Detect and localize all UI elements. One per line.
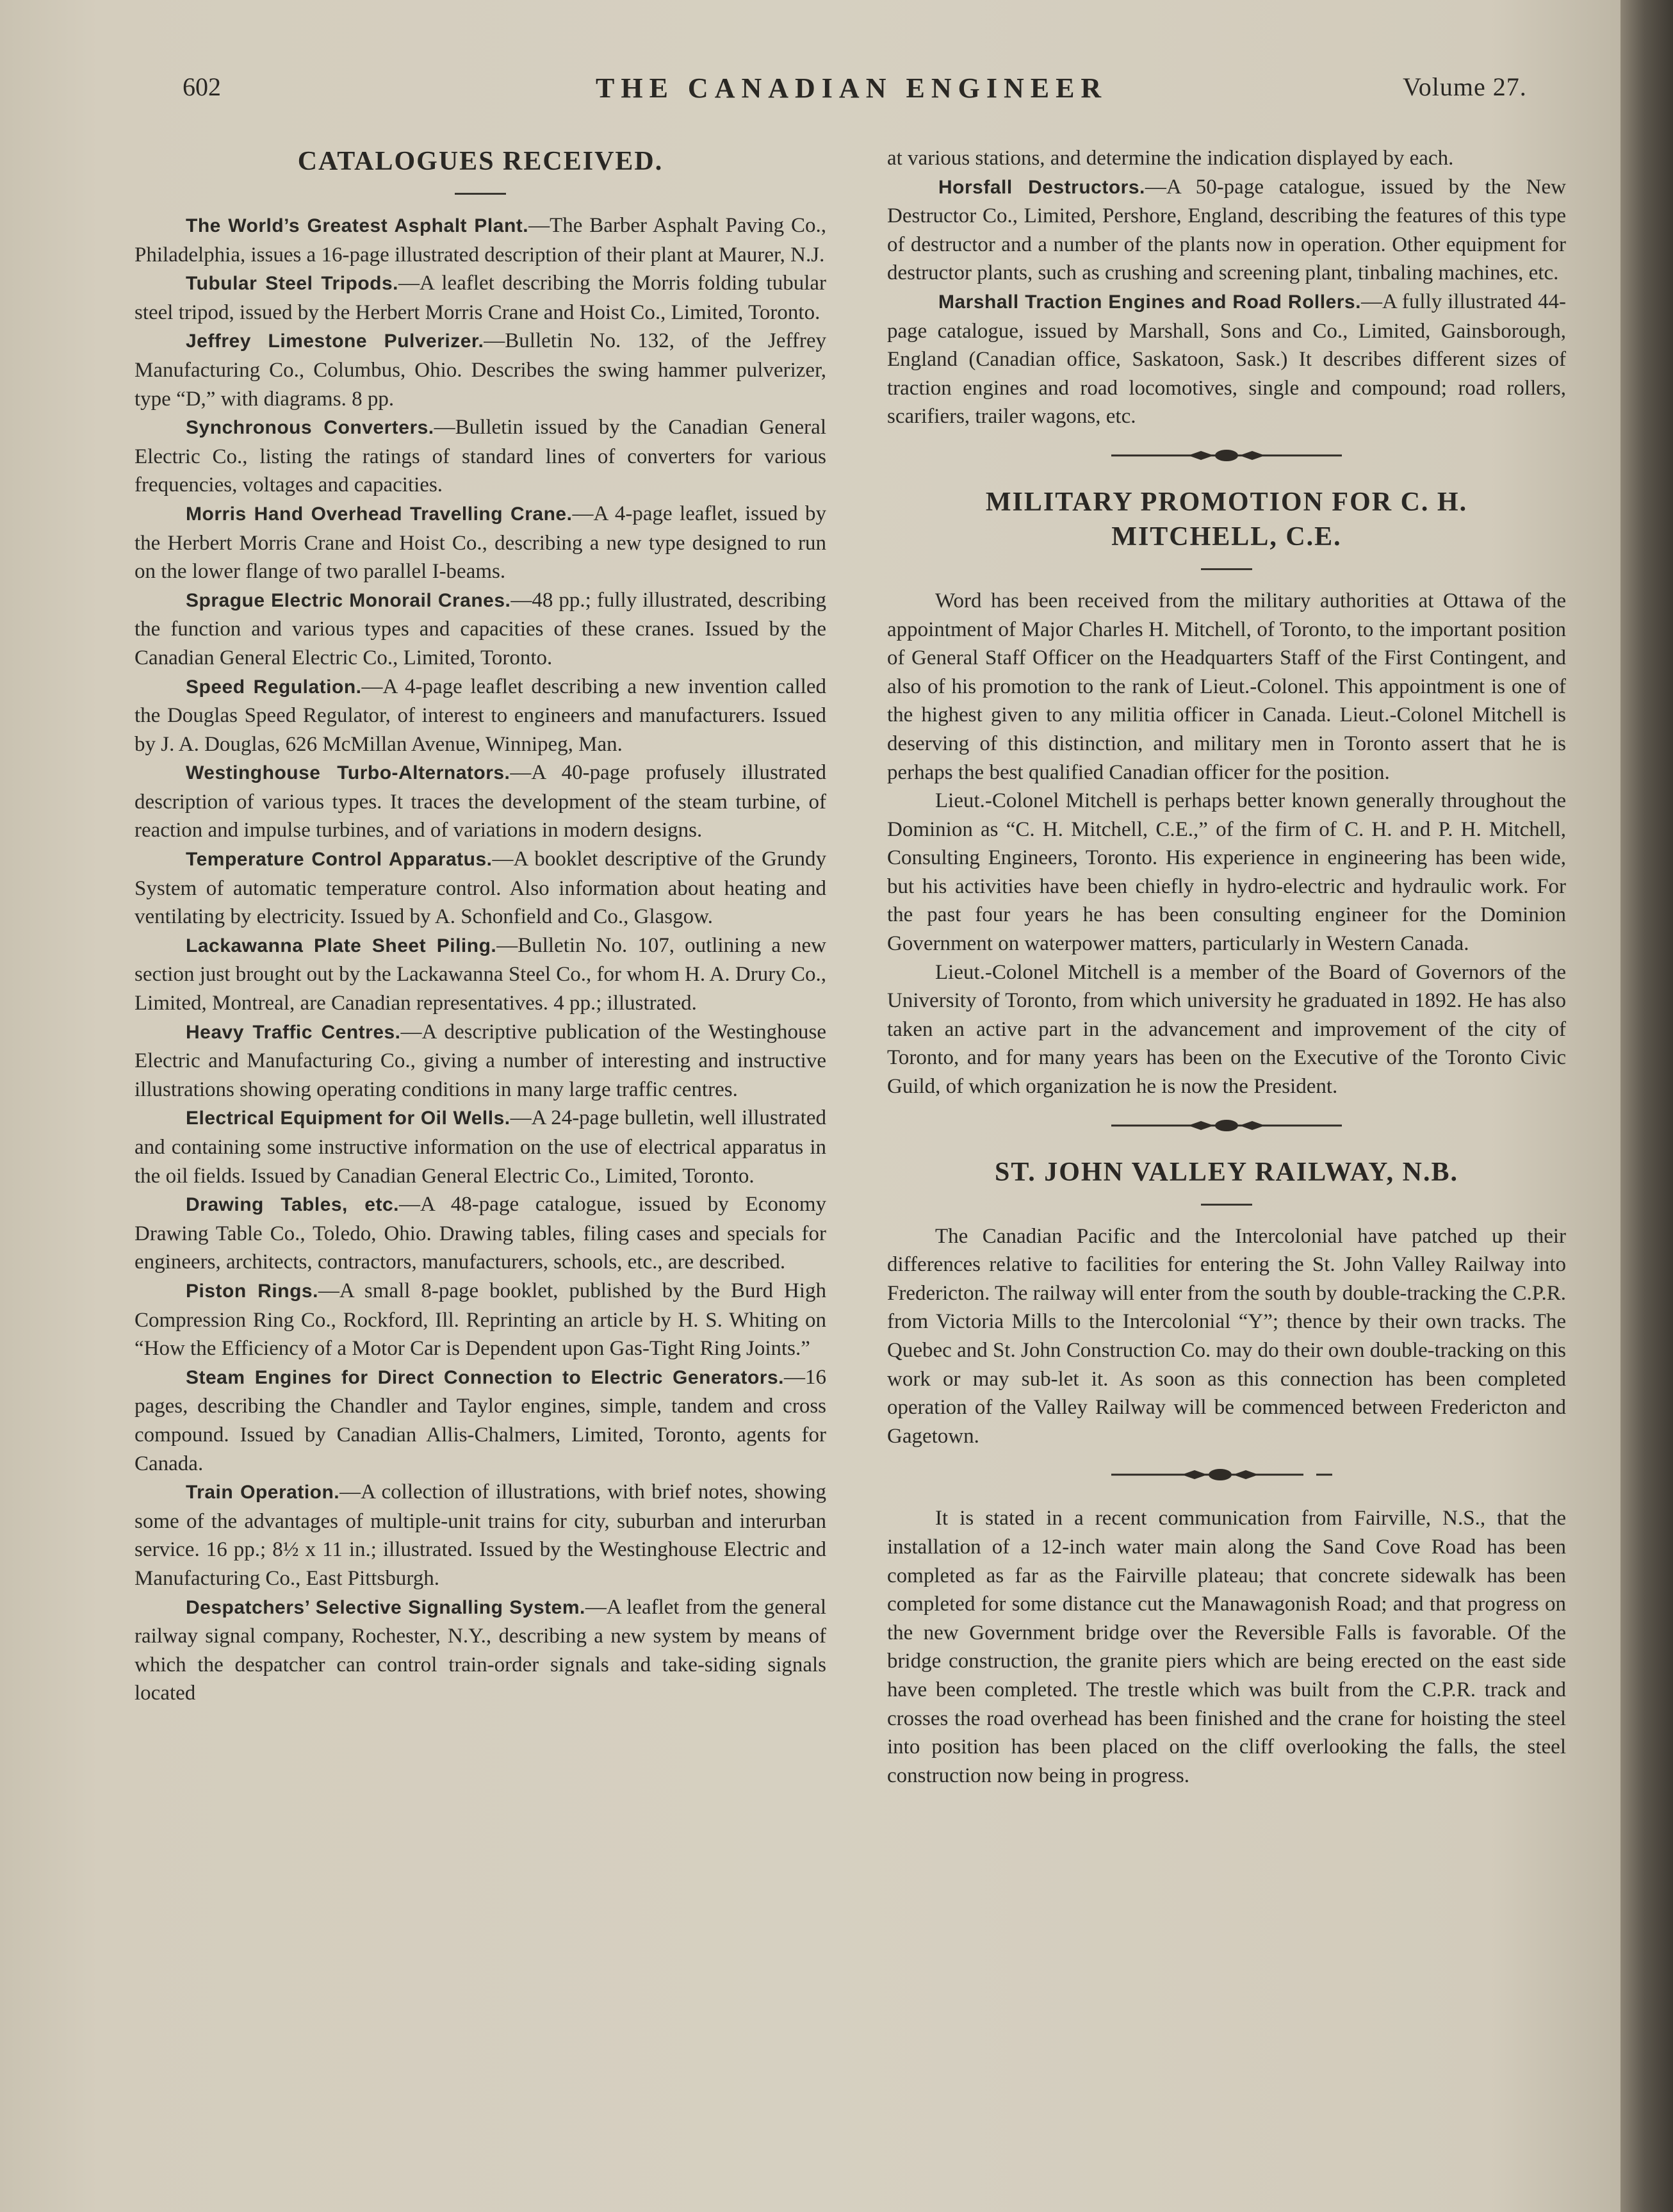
catalogue-entry-title: Synchronous Converters. — [186, 417, 434, 439]
volume-label: Volume 27. — [1403, 72, 1527, 101]
catalogue-entry — [135, 1593, 826, 1708]
catalogue-entry — [135, 586, 826, 673]
page-number: 602 — [183, 72, 221, 101]
catalogue-entry-title: Tubular Steel Tripods. — [186, 273, 399, 295]
catalogue-entry-title: Morris Hand Overhead Travelling Crane. — [186, 503, 573, 525]
catalogue-entry-text: —A collection of illustrations, with brief notes, showing some of the advantages of multiple-unit trains for city, suburban and interurban service. 16 pp.; 8½ x 11 in.; illustrated. Issued by the Westinghouse Electric and Manufacturing Co., East Pittsburgh. — [135, 1480, 826, 1590]
catalogue-entry — [135, 500, 826, 586]
journal-title: THE CANADIAN ENGINEER — [596, 72, 1108, 104]
catalogue-entry-title: Drawing Tables, etc. — [186, 1194, 399, 1216]
catalogue-entry-text: —A 4-page leaflet describing a new invention called the Douglas Speed Regulator, of interest to engineers and manufacturers. Issued by J. A. Douglas, 626 McMillan Avenue, Winnipeg, Man. — [135, 675, 826, 756]
catalogue-entry-title: Piston Rings. — [186, 1280, 318, 1302]
catalogue-entry-text: —Bulletin No. 132, of the Jeffrey Manufacturing Co., Columbus, Ohio. Describes the swing hammer pulverizer, type “D,” with diagrams. 8 pp. — [135, 329, 826, 411]
catalogue-entry-title: Lackawanna Plate Sheet Piling. — [186, 935, 497, 956]
catalogue-list — [135, 211, 826, 1708]
catalogue-entry-text: —A fully illustrated 44-page catalogue, issued by Marshall, Sons and Co., Limited, Gainsborough, England (Canadian office, Saskatoon, Sask.) It describes different sizes of traction engines and road locomotives, single and compound; road rollers, scarifiers, trailer wagons, etc. — [887, 290, 1566, 429]
catalogue-entry-text: —Bulletin issued by the Canadian General Electric Co., listing the ratings of standard lines of converters for various frequencies, voltages and capacities. — [135, 416, 826, 497]
catalogue-entry — [135, 1018, 826, 1104]
catalogue-entry — [135, 758, 826, 845]
catalogue-entry-title: Electrical Equipment for Oil Wells. — [186, 1108, 510, 1129]
catalogue-entry-text: —A leaflet from the general railway signal company, Rochester, N.Y., describing a new system by means of which the despatcher can control train-order signals and take-siding signals located — [135, 1595, 826, 1705]
catalogue-entry-title: Speed Regulation. — [186, 676, 362, 698]
catalogue-entry-text: —A descriptive publication of the Westinghouse Electric and Manufacturing Co., giving a number of interesting and instructive illustrations showing operating conditions in many large traffic centres. — [135, 1020, 826, 1101]
catalogue-entry-title: Westinghouse Turbo-Alternators. — [186, 762, 510, 784]
catalogue-entry-text: —A booklet descriptive of the Grundy System of automatic temperature control. Also information about heating and ventilating by electricity. Issued by A. Schonfield and Co., Glasgow. — [135, 848, 826, 929]
catalogue-entry-text: —A 50-page catalogue, issued by the New Destructor Co., Limited, Pershore, England, describing the features of this type of destructor and a number of the plants now in operation. Other equipment for destructor plants, such as crushing and screening plant, tinbaling machines, etc. — [887, 175, 1566, 285]
book-spine-shadow — [1620, 0, 1673, 2212]
catalogue-entry — [135, 1277, 826, 1363]
catalogue-entry — [135, 1190, 826, 1277]
catalogue-entry — [135, 673, 826, 759]
military-rule — [1201, 568, 1252, 570]
catalogue-entry-text: —48 pp.; fully illustrated, describing the function and various types and capacities of these cranes. Issued by the Canadian General Electric Co., Limited, Toronto. — [135, 588, 826, 669]
fairville-paragraph: It is stated in a recent communication from Fairville, N.S., that the installation of a 12-inch water main along the Sand Cove Road has been completed as far as the Fairville plateau; that concrete sidewalk has been completed for some distance cut the Manawagonish Road; and that progress on the new Government bridge over the Reversible Falls is favorable. Of the bridge construction, the granite piers which are being erected on the east side have been completed. The trestle which was built from the C.P.R. track and crosses the road overhead has been finished and the crane for hoisting the steel into position has been placed on the cliff overlooking the falls, the steel construction now being in progress. — [887, 1507, 1566, 1787]
title-rule — [455, 193, 506, 195]
railway-paragraph: The Canadian Pacific and the Intercolonial have patched up their differences relative to facilities for entering the St. John Valley Railway into Fredericton. The railway will enter from the south by double-tracking the C.P.R. from Victoria Mills to the Intercolonial “Y”; thence by their own tracks. The Quebec and St. John Construction Co. may do their own double-tracking on this work or may sub-let it. As soon as this connection has been completed operation of the Valley Railway will be commenced between Fredericton and Gagetown. — [887, 1224, 1566, 1448]
catalogue-entry — [135, 211, 826, 269]
ornament-divider — [1111, 1467, 1342, 1482]
right-column — [887, 144, 1566, 1790]
left-column — [135, 144, 826, 1708]
catalogue-entry-title: The World’s Greatest Asphalt Plant. — [186, 215, 529, 236]
catalogue-entry-title: Heavy Traffic Centres. — [186, 1021, 401, 1043]
ornament-divider — [1111, 1118, 1342, 1133]
catalogue-entry-title: Train Operation. — [186, 1482, 340, 1503]
catalogue-entry-text: —A leaflet describing the Morris folding tubular steel tripod, issued by the Herbert Morris Crane and Hoist Co., Limited, Toronto. — [135, 272, 826, 324]
catalogue-entry-text: —The Barber Asphalt Paving Co., Philadelphia, issues a 16-page illustrated description of their plant at Maurer, N.J. — [135, 214, 826, 266]
catalogue-entry-text: —A 40-page profusely illustrated description of various types. It traces the development of the steam turbine, of reaction and impulse turbines, and of variations in modern designs. — [135, 761, 826, 842]
catalogue-entry-text: —A small 8-page booklet, published by the Burd High Compression Ring Co., Rockford, Ill. Reprinting an article by H. S. Whiting on “How the Efficiency of a Motor Car is Dependent upon Gas-Tight Ring Joints.” — [135, 1279, 826, 1361]
catalogue-entry-text: —16 pages, describing the Chandler and Taylor engines, simple, tandem and cross compound. Issued by Canadian Allis-Chalmers, Limited, Toronto, agents for Canada. — [135, 1365, 826, 1475]
catalogue-entry — [135, 1363, 826, 1478]
catalogue-continuation: at various stations, and determine the indication displayed by each. — [887, 147, 1454, 170]
catalogue-entry-text: —Bulletin No. 107, outlining a new section just brought out by the Lackawanna Steel Co., for whom H. A. Drury Co., Limited, Montreal, are Canadian representatives. 4 pp.; illustrated. — [135, 933, 826, 1015]
catalogue-entry-title: Horsfall Destructors. — [938, 176, 1145, 198]
catalogue-entry-title: Despatchers’ Selective Signalling System. — [186, 1596, 585, 1618]
military-title-line2: MITCHELL, C.E. — [1111, 521, 1342, 552]
catalogue-entry-text: —A 24-page bulletin, well illustrated and containing some instructive information on the use of electrical apparatus in the oil fields. Issued by Canadian General Electric Co., Limited, Toronto. — [135, 1106, 826, 1188]
catalogue-entry-title: Sprague Electric Monorail Cranes. — [186, 589, 511, 611]
catalogue-entry-title: Temperature Control Apparatus. — [186, 849, 493, 871]
railway-title: ST. JOHN VALLEY RAILWAY, N.B. — [994, 1157, 1459, 1187]
catalogue-entry — [135, 931, 826, 1018]
military-paragraph: Word has been received from the military authorities at Ottawa of the appointment of Major Charles H. Mitchell, of Toronto, to the important position of General Staff Officer on the Headquarters Staff of the First Contingent, and also of his promotion to the rank of Lieut.-Colonel. This appointment is one of the highest given to any militia officer in Canada. Lieut.-Colonel Mitchell is deserving of this distinction, and military men in Toronto assert that he is perhaps the best qualified Canadian officer for the position. — [887, 589, 1566, 784]
catalogue-entry — [135, 1104, 826, 1190]
running-header — [0, 72, 1620, 117]
catalogue-entry — [135, 1478, 826, 1593]
catalogue-entry-title: Marshall Traction Engines and Road Rollers. — [938, 291, 1361, 313]
catalogue-entry — [135, 269, 826, 327]
catalogue-entry-title: Steam Engines for Direct Connection to Electric Generators. — [186, 1366, 784, 1388]
catalogue-entry — [135, 413, 826, 500]
catalogues-title: CATALOGUES RECEIVED. — [297, 147, 664, 176]
military-paragraph: Lieut.-Colonel Mitchell is perhaps better known generally throughout the Dominion as “C. H. Mitchell, C.E.,” of the firm of C. H. and P. H. Mitchell, Consulting Engineers, Toronto. His experience in engineering has been wide, but his activities have been chiefly in hydro-electric and hydraulic work. For the past four years he has been consulting engineer for the Dominion Government on waterpower matters, particularly in Western Canada. — [887, 789, 1566, 956]
catalogue-entry — [135, 845, 826, 931]
ornament-divider — [1111, 448, 1342, 463]
catalogue-entry-text: —A 48-page catalogue, issued by Economy Drawing Table Co., Toledo, Ohio. Drawing tables, filing cases and specials for engineers, architects, contractors, manufacturers, schools, etc., are described. — [135, 1193, 826, 1274]
catalogue-entry — [887, 173, 1566, 288]
military-title-line1: MILITARY PROMOTION FOR C. H. — [985, 487, 1468, 517]
catalogue-entry-title: Jeffrey Limestone Pulverizer. — [186, 331, 484, 352]
railway-rule — [1201, 1204, 1252, 1206]
catalogue-entry — [135, 327, 826, 413]
catalogue-entry — [887, 288, 1566, 431]
catalogue-entry-text: —A 4-page leaflet, issued by the Herbert Morris Crane and Hoist Co., describing a new type designed to run on the lower flange of two parallel I-beams. — [135, 502, 826, 584]
military-paragraph: Lieut.-Colonel Mitchell is a member of the Board of Governors of the University of Toronto, from which university he graduated in 1892. He has also taken an active part in the advancement and improvement of the city of Toronto, and for many years has been on the Executive of the Toronto Civic Guild, of which organization he is now the President. — [887, 960, 1566, 1099]
catalogue-list-right — [887, 173, 1566, 431]
